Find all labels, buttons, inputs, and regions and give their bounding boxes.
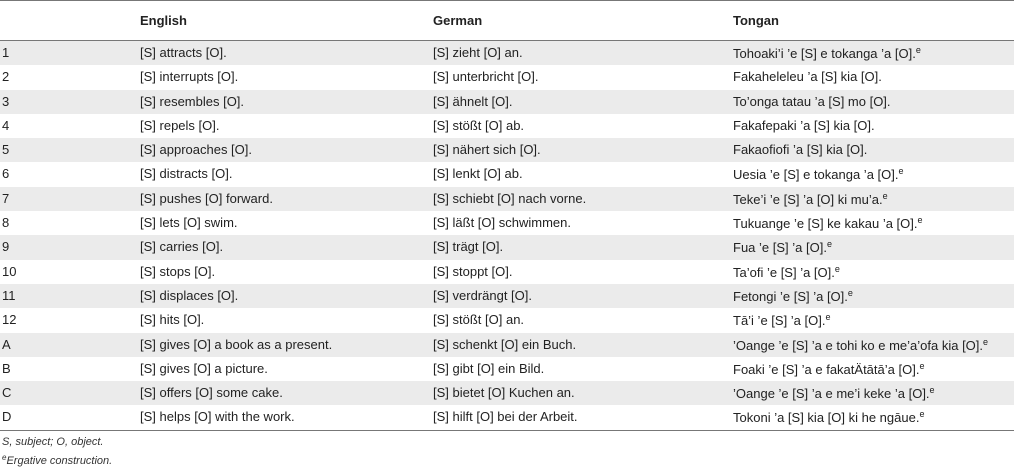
tongan-text: Ta’ofi ’e [S] ’a [O]. — [733, 264, 835, 280]
english-cell: [S] pushes [O] forward. — [140, 190, 273, 206]
english-cell: [S] lets [O] swim. — [140, 215, 238, 231]
ergative-marker: e — [983, 336, 989, 347]
table-row — [0, 308, 1014, 332]
ergative-marker: e — [898, 166, 904, 177]
row-id: 6 — [2, 166, 10, 182]
german-cell: [S] läßt [O] schwimmen. — [433, 215, 571, 231]
german-cell: [S] stößt [O] an. — [433, 312, 525, 328]
tongan-cell — [733, 239, 832, 255]
table-row — [0, 90, 1014, 114]
tongan-cell — [733, 385, 935, 401]
tongan-text: Uesia ’e [S] e tokanga ’a [O]. — [733, 167, 899, 183]
german-cell: [S] gibt [O] ein Bild. — [433, 360, 545, 376]
header-english: English — [140, 13, 187, 28]
table-row — [0, 138, 1014, 162]
english-cell: [S] hits [O]. — [140, 312, 205, 328]
table-row — [0, 357, 1014, 381]
ergative-marker: e — [929, 385, 935, 396]
row-id: 8 — [2, 215, 10, 231]
ergative-marker: e — [834, 263, 840, 274]
tongan-cell — [733, 361, 924, 377]
tongan-cell — [733, 288, 853, 304]
tongan-cell — [733, 166, 904, 182]
german-cell: [S] bietet [O] Kuchen an. — [433, 385, 575, 401]
german-cell: [S] schiebt [O] nach vorne. — [433, 190, 587, 206]
tongan-cell — [733, 312, 831, 328]
table-row — [0, 284, 1014, 308]
tongan-cell — [733, 337, 988, 353]
row-id: 3 — [2, 93, 10, 109]
tongan-cell — [733, 45, 921, 61]
table-row — [0, 162, 1014, 186]
ergative-marker: e — [919, 409, 925, 420]
table-row — [0, 333, 1014, 357]
english-cell: [S] attracts [O]. — [140, 45, 227, 60]
german-cell: [S] zieht [O] an. — [433, 45, 523, 60]
ergative-marker: e — [826, 239, 832, 250]
tongan-text: Fetongi ’e [S] ’a [O]. — [733, 288, 848, 304]
row-id: B — [2, 360, 11, 376]
german-cell: [S] ähnelt [O]. — [433, 93, 513, 109]
english-cell: [S] stops [O]. — [140, 263, 216, 279]
footnote-ergative — [2, 453, 112, 467]
tongan-cell — [733, 142, 867, 157]
row-id: 5 — [2, 142, 10, 158]
tongan-text: Tā’i ’e [S] ’a [O]. — [733, 313, 826, 329]
row-id: C — [2, 385, 12, 401]
tongan-cell — [733, 94, 891, 109]
english-cell: [S] resembles [O]. — [140, 93, 245, 109]
table-row — [0, 211, 1014, 235]
row-id: A — [2, 336, 11, 352]
row-id: 10 — [2, 263, 17, 279]
tongan-cell — [733, 69, 882, 84]
tongan-text: Fua ’e [S] ’a [O]. — [733, 240, 827, 256]
english-cell: [S] repels [O]. — [140, 117, 220, 133]
ergative-marker: e — [919, 360, 925, 371]
table-row — [0, 381, 1014, 405]
table-row — [0, 187, 1014, 211]
row-id: D — [2, 409, 12, 425]
german-cell: [S] unterbricht [O]. — [433, 69, 539, 85]
tongan-text: Tokoni ’a [S] kia [O] ki he ngāue. — [733, 410, 920, 426]
header-german: German — [433, 13, 483, 28]
table-row — [0, 65, 1014, 89]
header-tongan: Tongan — [733, 13, 779, 28]
row-id: 4 — [2, 117, 10, 133]
tongan-cell — [733, 215, 923, 231]
german-cell: [S] stoppt [O]. — [433, 263, 513, 279]
tongan-text: Fakafepaki ’a [S] kia [O]. — [733, 117, 875, 133]
row-id: 2 — [2, 69, 10, 85]
german-cell: [S] stößt [O] ab. — [433, 117, 525, 133]
english-cell: [S] offers [O] some cake. — [140, 385, 283, 401]
english-cell: [S] approaches [O]. — [140, 142, 253, 158]
row-id: 1 — [2, 45, 10, 60]
english-cell: [S] carries [O]. — [140, 239, 224, 255]
english-cell: [S] gives [O] a picture. — [140, 360, 268, 376]
english-cell: [S] helps [O] with the work. — [140, 409, 295, 425]
tongan-text: ’Oange ’e [S] ’a e me’i keke ’a [O]. — [733, 386, 930, 402]
german-cell: [S] verdrängt [O]. — [433, 287, 532, 303]
german-cell: [S] lenkt [O] ab. — [433, 166, 523, 182]
tongan-text: Tukuange ’e [S] ke kakau ’a [O]. — [733, 216, 918, 232]
tongan-text: ’Oange ’e [S] ’a e tohi ko e me’a’ofa kia [O]. — [733, 337, 984, 353]
row-id: 12 — [2, 312, 17, 328]
english-cell: [S] displaces [O]. — [140, 287, 239, 303]
tongan-cell — [733, 409, 924, 425]
tongan-text: Tohoaki’i ’e [S] e tokanga ’a [O]. — [733, 46, 916, 61]
german-cell: [S] trägt [O]. — [433, 239, 504, 255]
row-id: 7 — [2, 190, 10, 206]
ergative-marker: e — [917, 215, 923, 226]
ergative-marker: e — [882, 190, 888, 201]
tongan-text: Foaki ’e [S] ’a e fakatÄtātā’a [O]. — [733, 361, 920, 377]
german-cell: [S] hilft [O] bei der Arbeit. — [433, 409, 578, 425]
row-id: 9 — [2, 239, 10, 255]
table-row — [0, 41, 1014, 65]
english-cell: [S] distracts [O]. — [140, 166, 233, 182]
tongan-cell — [733, 191, 888, 207]
table-row — [0, 260, 1014, 284]
ergative-marker: e — [847, 287, 853, 298]
tongan-text: Teke’i ’e [S] ’a [O] ki mu’a. — [733, 191, 883, 207]
table-row — [0, 405, 1014, 429]
footnote-mark: e — [2, 453, 7, 462]
table-row — [0, 235, 1014, 259]
german-cell: [S] schenkt [O] ein Buch. — [433, 336, 577, 352]
table-row — [0, 114, 1014, 138]
english-cell: [S] gives [O] a book as a present. — [140, 336, 333, 352]
tongan-text: To’onga tatau ’a [S] mo [O]. — [733, 93, 891, 109]
footnote-abbreviations: S, subject; O, object. — [2, 436, 104, 448]
english-cell: [S] interrupts [O]. — [140, 69, 239, 85]
tongan-cell — [733, 118, 875, 133]
row-id: 11 — [2, 287, 16, 303]
table-header — [0, 0, 1014, 41]
table-body — [0, 41, 1014, 431]
tongan-text: Fakahelelеu ’a [S] kia [O]. — [733, 69, 882, 85]
tongan-cell — [733, 264, 840, 280]
german-cell: [S] nähert sich [O]. — [433, 142, 541, 158]
footnote-ergative-text: Ergative construction. — [6, 455, 113, 467]
tongan-text: Fakaofiofi ’a [S] kia [O]. — [733, 142, 868, 158]
ergative-marker: e — [915, 45, 921, 55]
ergative-marker: e — [825, 312, 831, 323]
